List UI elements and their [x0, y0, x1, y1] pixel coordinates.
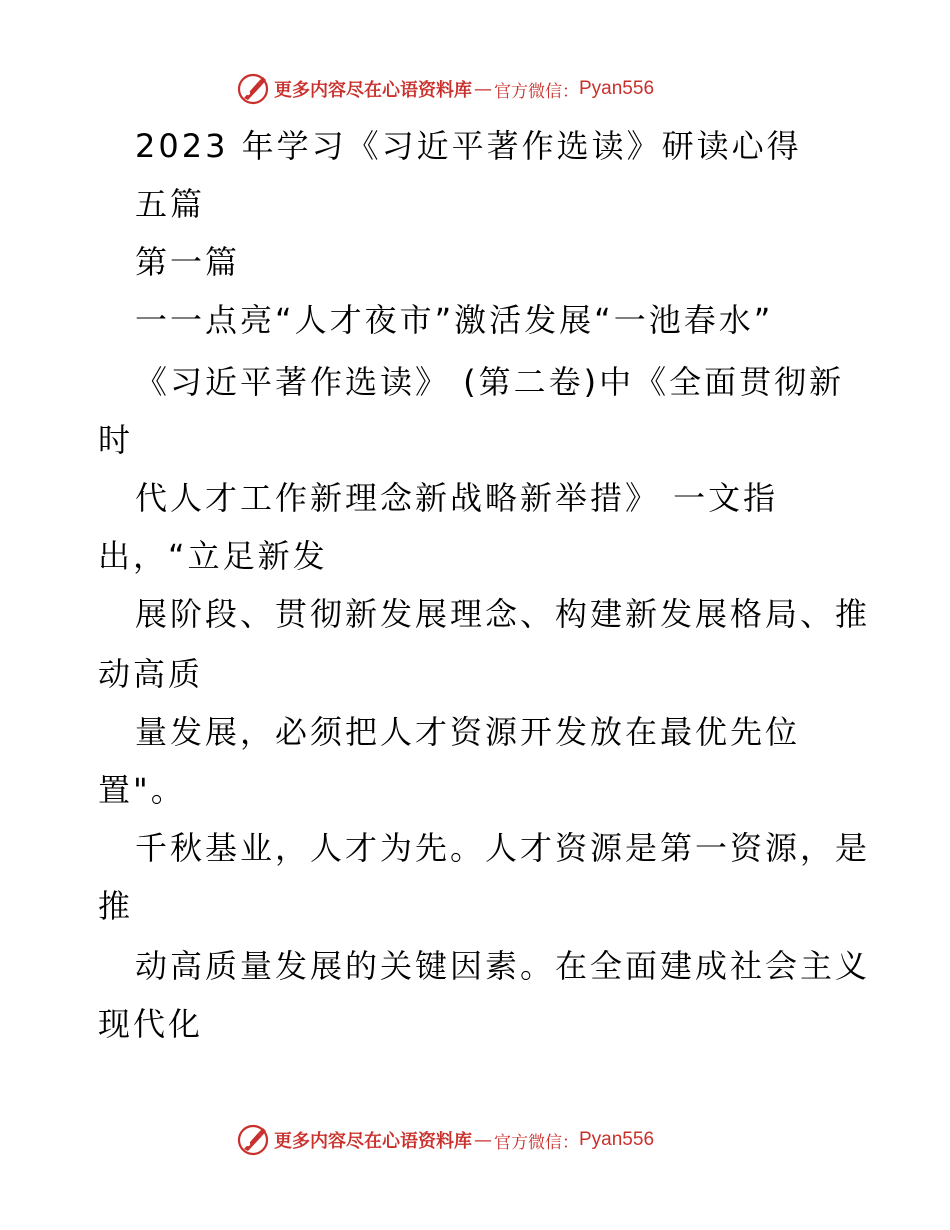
document-title-line-1: 2023 年学习《习近平著作选读》研读心得: [135, 127, 802, 165]
body-text-line: 千秋基业，人才为先。人才资源是第一资源，是: [135, 829, 871, 867]
watermark-separator: —: [474, 78, 492, 100]
pen-logo-icon: [236, 1123, 270, 1157]
body-text-line: 量发展，必须把人才资源开发放在最优先位: [135, 713, 801, 751]
body-text-line: 《习近平著作选读》 (第二卷)中《全面贯彻新: [135, 363, 845, 401]
body-text-line: 出，“立足新发: [98, 537, 328, 575]
header-watermark: [236, 72, 654, 106]
watermark-separator: —: [474, 1129, 492, 1151]
watermark-site-text: 更多内容尽在心语资料库: [274, 80, 472, 101]
body-text-line: 置"。: [98, 771, 186, 809]
watermark-wechat-label: 官方微信：: [494, 1132, 579, 1153]
watermark-wechat-id: Pyan556: [579, 1129, 655, 1150]
footer-watermark: [236, 1123, 654, 1157]
watermark-site-text: 更多内容尽在心语资料库: [274, 1131, 472, 1152]
body-text-line: 动高质量发展的关键因素。在全面建成社会主义: [135, 947, 871, 985]
pen-logo-icon: [236, 72, 270, 106]
body-text-line: 展阶段、贯彻新发展理念、构建新发展格局、推: [135, 595, 871, 633]
watermark-wechat-id: Pyan556: [579, 78, 655, 99]
body-text-line: 推: [98, 887, 134, 925]
section-heading: 第一篇: [135, 243, 241, 281]
article-subtitle: 一一点亮“人才夜市”激活发展“一池春水”: [135, 301, 774, 339]
watermark-wechat-label: 官方微信：: [494, 81, 579, 102]
body-text-line: 动高质: [98, 655, 204, 693]
document-title-line-2: 五篇: [135, 185, 206, 223]
body-text-line: 现代化: [98, 1005, 204, 1043]
body-text-line: 代人才工作新理念新战略新举措》 一文指: [135, 479, 779, 517]
body-text-line: 时: [98, 421, 134, 459]
